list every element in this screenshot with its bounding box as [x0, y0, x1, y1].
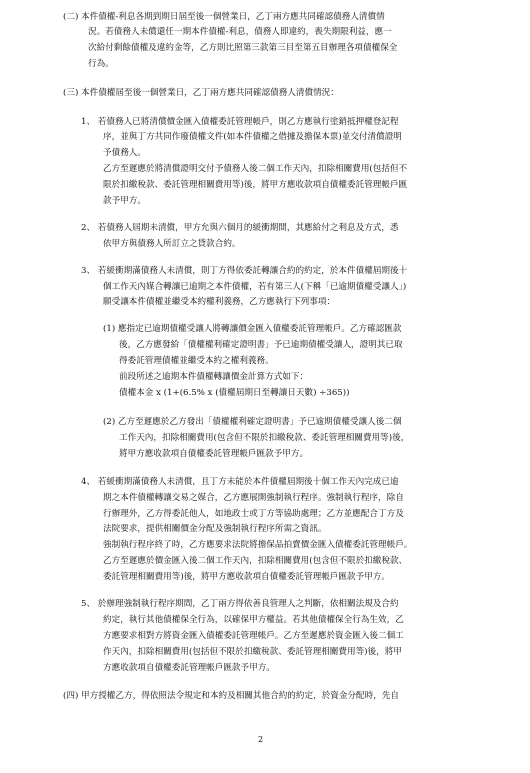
- text-line: 3、 若緩衝期滿債務人未清償，則丁方得依委託轉讓合約的約定，於本件債權屆期後十: [81, 266, 408, 276]
- text-line: 行辦理外，乙方得委託他人，如地政士或丁方等協助處理；乙方並應配合丁方及: [103, 509, 404, 519]
- text-line: 4、 若緩衝期滿債務人未清償，且丁方未能於本件債權屆期後十個工作天內完成已逾: [81, 477, 399, 487]
- text-line: 乙方至遲應於價金匯入後二個工作天內，扣除相關費用(包含但不限於扣繳稅款、: [103, 556, 408, 566]
- section-heading: (四) 甲方授權乙方，得依照法令規定和本約及相關其他合約的約定，於資金分配時，先自: [63, 691, 400, 701]
- text-line: 況。若債務人未償還任一期本件債權-利息，債務人即違約，喪失期限利益，應一: [88, 27, 392, 37]
- text-line: 乙方至遲應於將清償證明交付予債務人後二個工作天內，扣除相關費用(包括但不: [103, 164, 408, 174]
- text-line: 個工作天內媒合轉讓已逾期之本件債權，若有第三人(下稱「已逾期債權受讓人」): [103, 282, 407, 292]
- formula-line: 債權本金 x (1+(6.5% x (債權屆期日至轉讓日天數) ÷365)): [119, 388, 350, 398]
- text-line: 次給付剩餘債權及違約金等，乙方則比照第三款第三目至第五目辦理各項債權保全: [88, 43, 398, 53]
- text-line: 期之本件債權轉讓交易之媒合，乙方應展開強制執行程序。強制執行程序，除自: [103, 493, 404, 503]
- text-line: 予債務人。: [103, 148, 146, 158]
- text-line: 依甲方與債務人所訂立之貸款合約。: [103, 239, 241, 249]
- text-line: 工作天內，扣除相關費用(包含但不限於扣繳稅款、委託管理相關費用等)後，: [119, 433, 410, 443]
- text-line: 作天內，扣除相關費用(包括但不限於扣繳稅款、委託管理相關費用等)後，將甲: [103, 647, 402, 657]
- text-line: 方應收款項自債權委託管理帳戶匯款予甲方。: [103, 663, 275, 673]
- section-heading: (三) 本件債權屆至後一個營業日，乙丁兩方應共同確認債務人清償情況：: [63, 88, 339, 98]
- text-line: 1、 若債務人已將清償價金匯入債權委託管理帳戶，則乙方應執行塗銷抵押權登記程: [81, 117, 399, 127]
- text-line: 前段所述之逾期本件債權轉讓價金計算方式如下：: [119, 372, 309, 382]
- text-line: 方應要求相對方將資金匯入債權委託管理帳戶。乙方至遲應於資金匯入後二個工: [103, 631, 404, 641]
- text-line: 行為。: [88, 59, 114, 69]
- text-line: 限於扣繳稅款、委託管理相關費用等)後，將甲方應收款項自債權委託管理帳戶匯: [103, 180, 408, 190]
- text-line: 法院要求，提供相關價金分配及強制執行程序所需之資訊。: [103, 524, 327, 534]
- text-line: 款予甲方。: [103, 196, 146, 206]
- text-line: 序，並與丁方共同作廢債權文件(如本件債權之借據及擔保本票)並交付清償證明: [103, 132, 402, 142]
- text-line: 得委託管理債權並繼受本約之權利義務。: [119, 356, 274, 366]
- page-number: 2: [258, 735, 264, 744]
- text-line: 強制執行程序終了時，乙方應要求法院將擔保品拍賣價金匯入債權委託管理帳戶。: [103, 540, 413, 550]
- text-line: (二) 本件債權-利息各期到期日屆至後一個營業日，乙丁兩方應共同確認債務人清償情: [63, 12, 385, 22]
- text-line: 5、 於辦理強制執行程序期間，乙丁兩方得依善良管理人之判斷，依相關法規及合約: [81, 599, 399, 609]
- text-line: 後，乙方應發給「債權權利確定證明書」予已逾期債權受讓人，證明其已取: [119, 340, 403, 350]
- text-line: 委託管理相關費用等)後，將甲方應收款項自債權委託管理帳戶匯款予甲方。: [103, 572, 390, 582]
- text-line: (1) 應指定已逾期債權受讓人將轉讓價金匯入債權委託管理帳戶。乙方確認匯款: [103, 324, 402, 334]
- text-line: (2) 乙方至遲應於乙方發出「債權權利確定證明書」予已逾期債權受讓人後二個: [103, 417, 402, 427]
- text-line: 約定，執行其他債權保全行為，以確保甲方權益。若其他債權保全行為生效，乙: [103, 615, 404, 625]
- text-line: 願受讓本件債權並繼受本約權利義務，乙方應執行下列事項：: [103, 297, 336, 307]
- text-line: 將甲方應收款項自債權委託管理帳戶匯款予甲方。: [119, 449, 309, 459]
- text-line: 2、 若債務人屆期未清償，甲方允與六個月的緩衝期間，其應給付之利息及方式，悉: [81, 223, 399, 233]
